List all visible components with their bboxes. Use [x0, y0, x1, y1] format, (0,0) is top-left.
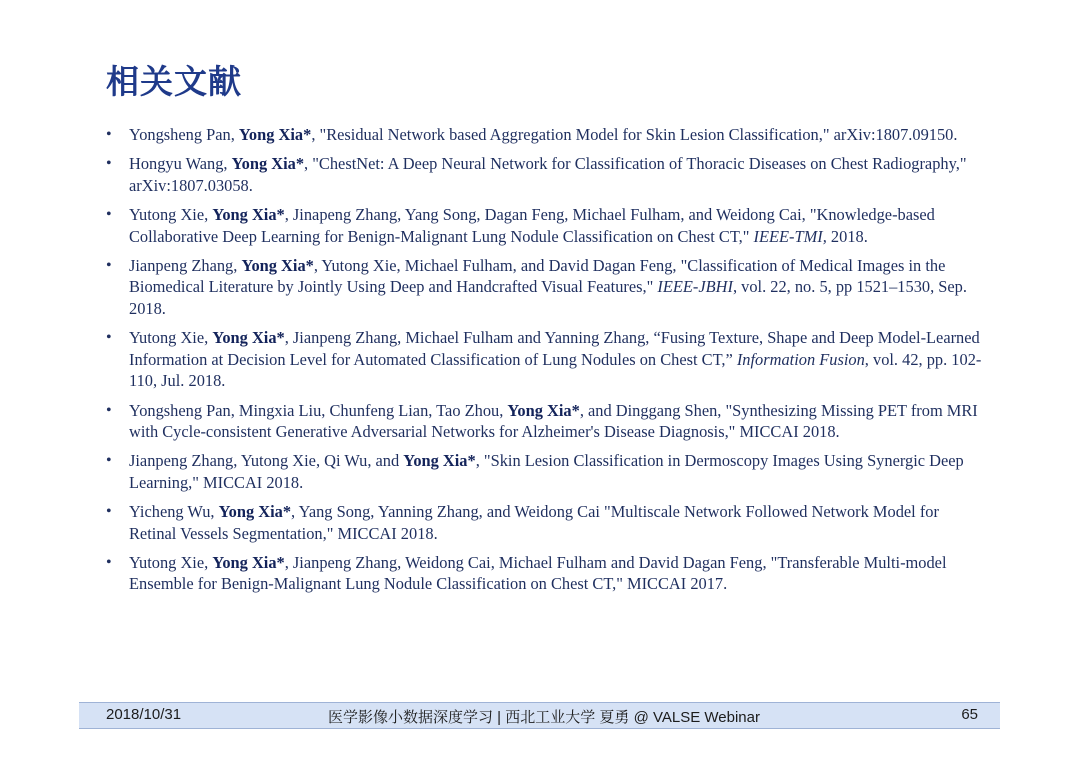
ref-highlight-author: Yong Xia* [212, 328, 285, 348]
reference-item [106, 153, 986, 196]
reference-item [106, 327, 986, 392]
ref-body: , "ChestNet: A Deep Neural Network for Classification of Thoracic Diseases on Chest Radiography," arXiv:1807.03058. [129, 154, 967, 195]
ref-venue: IEEE-JBHI [657, 277, 733, 297]
ref-authors-pre: Jianpeng Zhang, [129, 255, 242, 275]
ref-tail: 2018. [826, 226, 868, 246]
reference-item [106, 450, 986, 493]
ref-highlight-author: Yong Xia* [238, 125, 312, 144]
ref-body: , Yutong Xie, Michael Fulham, and David Dagan Feng, "Classification of Medical Images in the Biomedical Literature by Jointly Using Deep and Handcrafted Visual Features," [129, 255, 946, 297]
ref-authors-pre: Yutong Xie, [129, 204, 213, 224]
ref-body: , Jianpeng Zhang, Michael Fulham and Yanning Zhang, “Fusing Texture, Shape and Deep Model-Learned Information at Decision Level for Automated Classification of Lung Nodules on Chest CT,” [129, 328, 980, 369]
ref-authors-pre: Jianpeng Zhang, Yutong Xie, Qi Wu, and [129, 451, 404, 471]
ref-venue: IEEE-TMI, [753, 226, 827, 246]
ref-highlight-author: Yong Xia* [212, 204, 285, 224]
reference-item [106, 400, 986, 443]
ref-authors-pre: Yongsheng Pan, Mingxia Liu, Chunfeng Lian, Tao Zhou, [129, 400, 508, 420]
ref-tail: , vol. 22, no. 5, pp 1521–1530, Sep. 2018. [129, 277, 967, 318]
ref-authors-pre: Yongsheng Pan, [129, 125, 239, 144]
ref-highlight-author: Yong Xia* [241, 255, 314, 275]
ref-authors-pre: Hongyu Wang, [129, 154, 232, 174]
ref-highlight-author: Yong Xia* [218, 502, 292, 522]
reference-item [106, 552, 986, 595]
reference-item [106, 255, 986, 320]
reference-item [106, 204, 986, 247]
ref-authors-pre: Yutong Xie, [129, 552, 213, 572]
ref-body: , Jianpeng Zhang, Weidong Cai, Michael Fulham and David Dagan Feng, "Transferable Multi-model Ensemble for Benign-Malignant Lung Nodule Classification on Chest CT," MICCAI 2017. [129, 552, 947, 594]
ref-highlight-author: Yong Xia* [403, 451, 476, 471]
footer-presenter-info: 医学影像小数据深度学习 | 西北工业大学 夏勇 @ VALSE Webinar [328, 709, 760, 726]
ref-tail: , vol. 42, pp. 102-110, Jul. 2018. [129, 349, 982, 391]
reference-item [106, 501, 986, 544]
ref-authors-pre: Yutong Xie, [129, 328, 213, 348]
slide-footer [79, 702, 1000, 729]
ref-body: , Jinapeng Zhang, Yang Song, Dagan Feng, Michael Fulham, and Weidong Cai, "Knowledge-based Collaborative Deep Learning for Benign-Malignant Lung Nodule Classification on Chest CT," [129, 204, 935, 246]
slide-title: 相关文献 [106, 62, 242, 101]
page-number: 65 [961, 706, 978, 723]
ref-body: , "Residual Network based Aggregation Model for Skin Lesion Classification," arXiv:1807.09150. [311, 125, 958, 144]
ref-body: , Yang Song, Yanning Zhang, and Weidong Cai "Multiscale Network Followed Network Model for Retinal Vessels Segmentation," MICCAI 2018. [129, 502, 939, 543]
ref-highlight-author: Yong Xia* [231, 154, 305, 174]
ref-highlight-author: Yong Xia* [212, 552, 285, 572]
ref-venue: Information Fusion [736, 349, 865, 369]
reference-item [106, 124, 986, 146]
ref-body: , and Dinggang Shen, "Synthesizing Missing PET from MRI with Cycle-consistent Generative Adversarial Networks for Alzheimer's Disease Diagnosis," MICCAI 2018. [129, 400, 978, 442]
reference-list [106, 124, 986, 603]
ref-highlight-author: Yong Xia* [507, 400, 580, 420]
footer-date: 2018/10/31 [106, 706, 182, 723]
ref-authors-pre: Yicheng Wu, [129, 502, 219, 522]
ref-body: , "Skin Lesion Classification in Dermoscopy Images Using Synergic Deep Learning," MICCAI 2018. [129, 451, 964, 492]
